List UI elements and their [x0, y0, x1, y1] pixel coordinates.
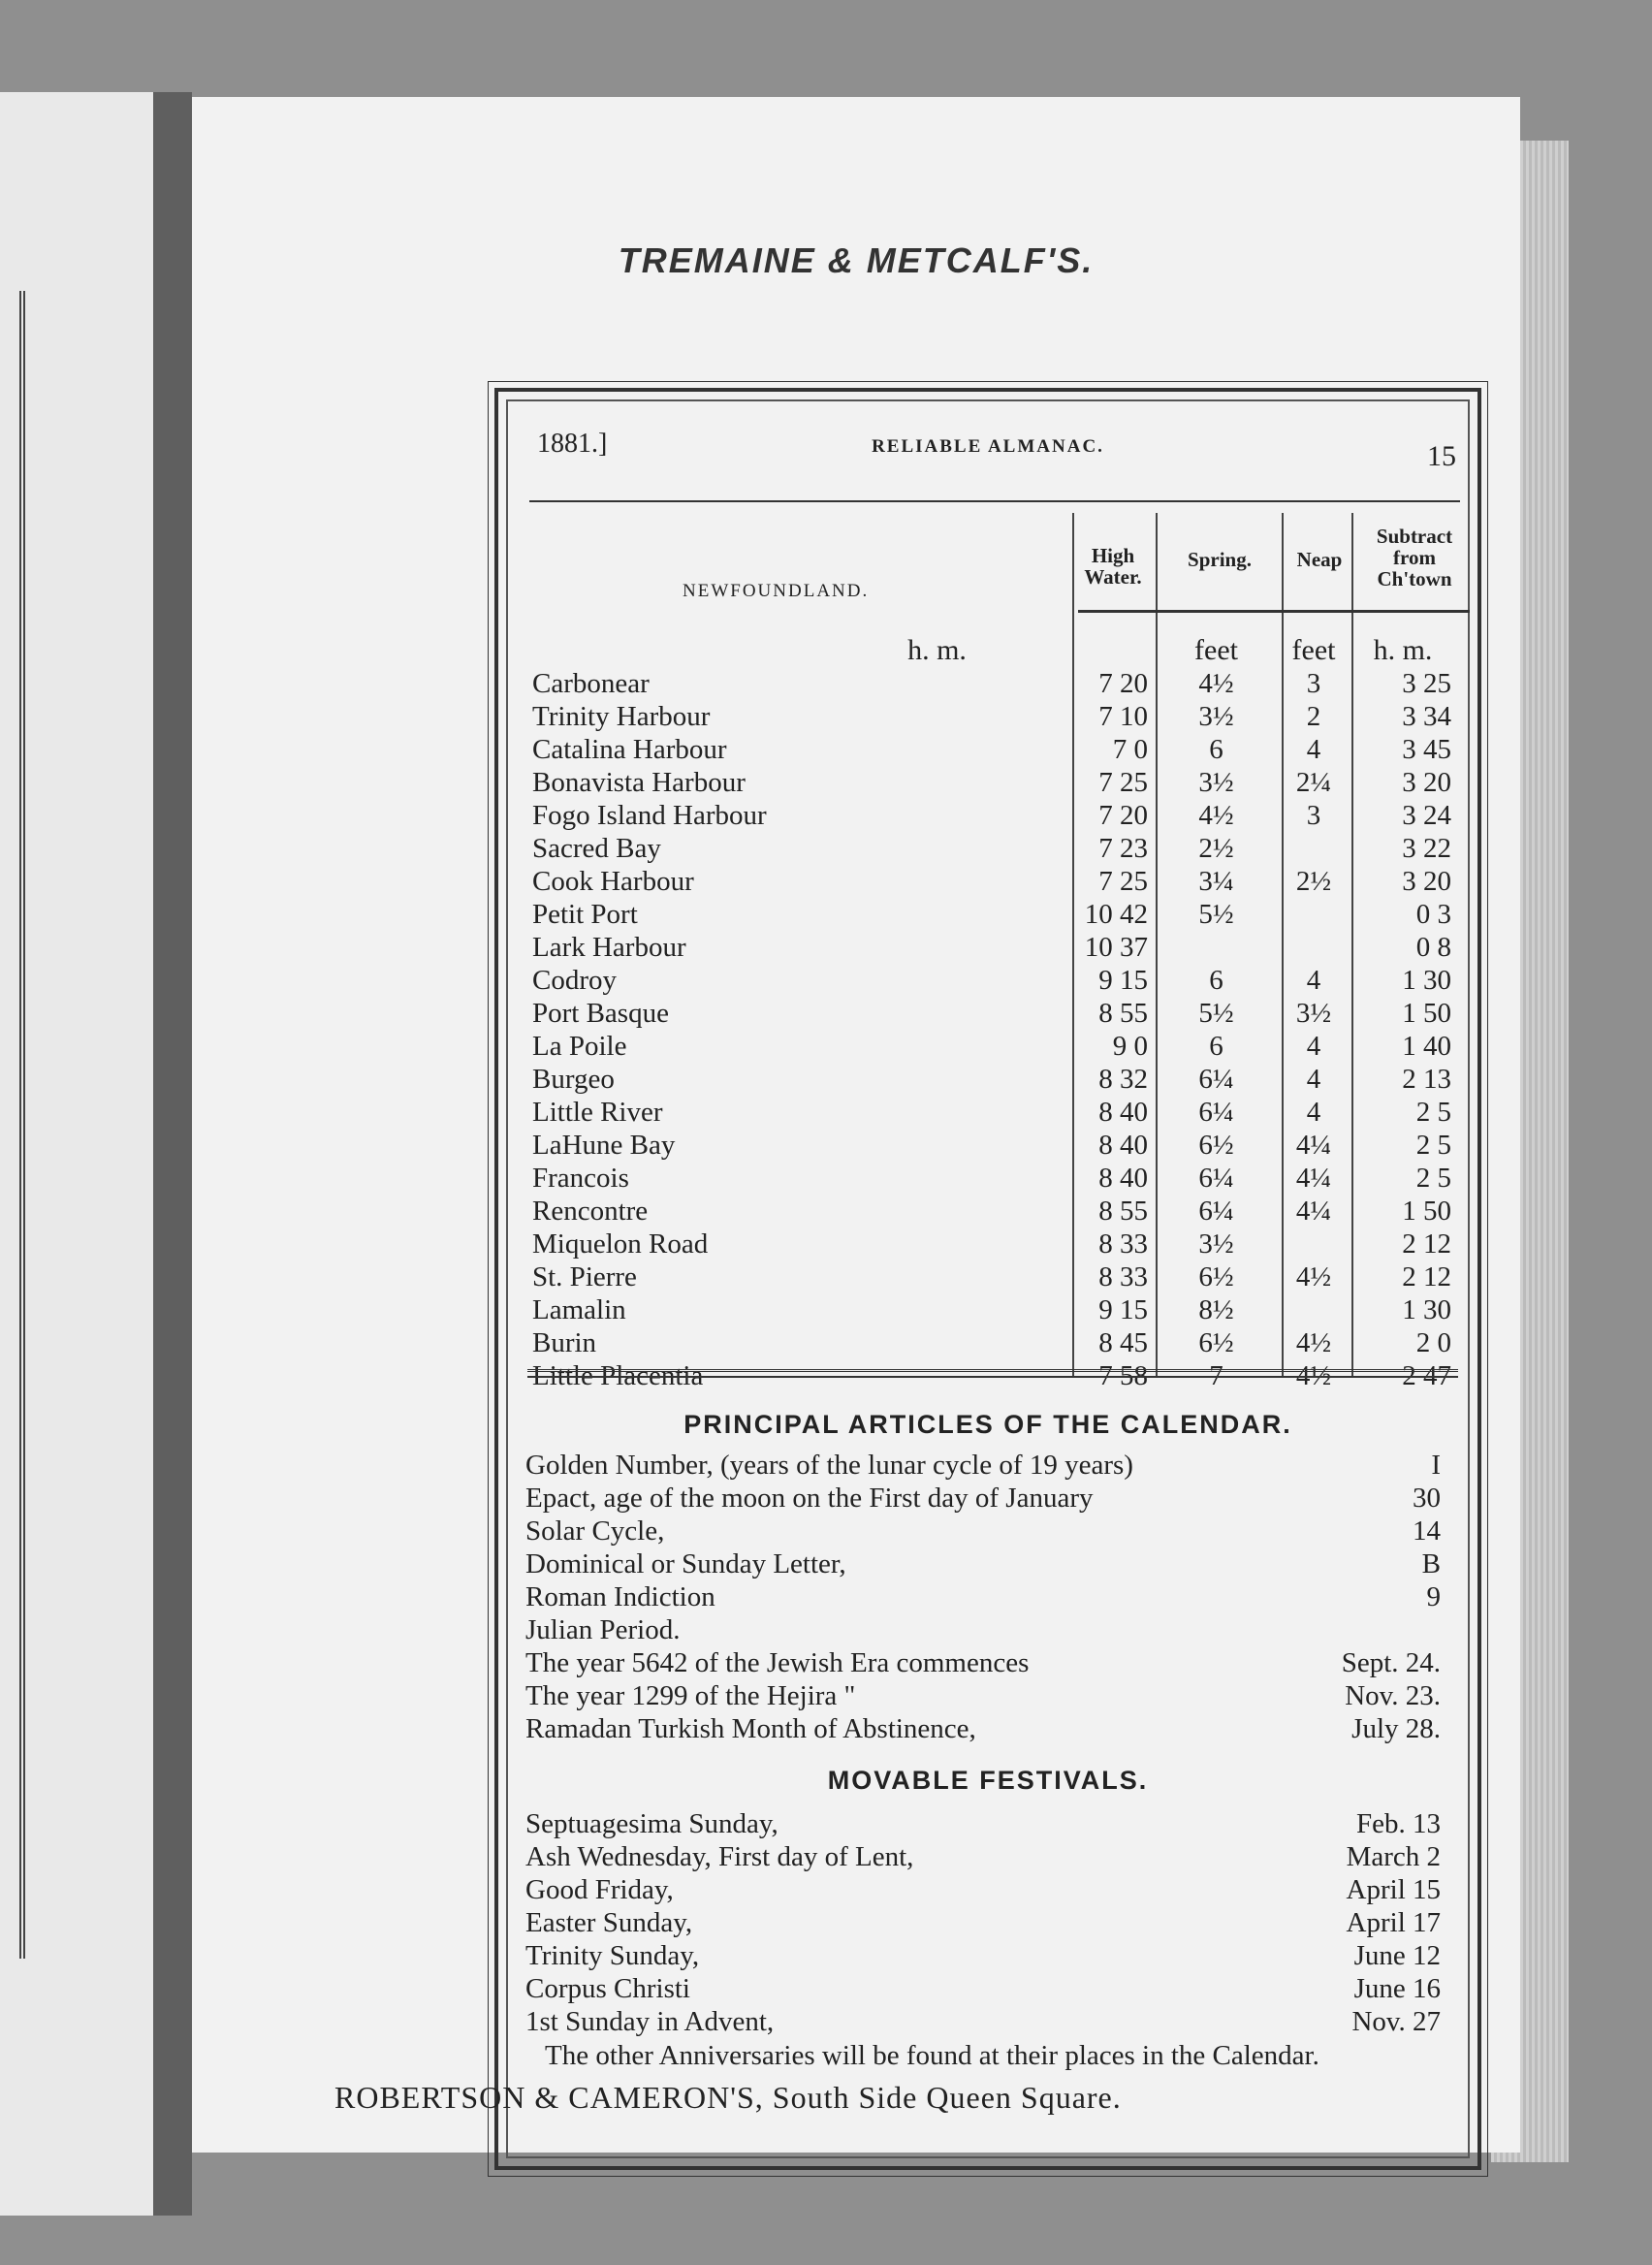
high-water: 7 20: [1098, 668, 1148, 699]
port-name: Burin: [532, 1327, 597, 1358]
item-label: Julian Period.: [525, 1614, 681, 1645]
list-item: [525, 1613, 1441, 1646]
high-water: 7 20: [1098, 800, 1148, 831]
spring-tide: 3¼: [1198, 866, 1234, 897]
item-value: March 2: [1346, 1841, 1441, 1872]
port-name: Bonavista Harbour: [532, 767, 746, 798]
col-high-water: High Water.: [1084, 544, 1142, 589]
neap-tide: 3: [1306, 800, 1321, 831]
port-name: Burgeo: [532, 1064, 615, 1095]
region-label: NEWFOUNDLAND.: [683, 581, 870, 601]
item-label: Ash Wednesday, First day of Lent,: [525, 1841, 914, 1872]
list-item: [525, 1840, 1441, 1873]
principal-list: [525, 1449, 1441, 1745]
page-number: 15: [1427, 440, 1456, 472]
content-frame: [494, 388, 1481, 2170]
item-value: Nov. 23.: [1345, 1680, 1441, 1711]
table-row: [532, 1096, 1482, 1129]
high-water: 8 40: [1098, 1130, 1148, 1161]
neap-tide: 4: [1306, 1064, 1321, 1095]
column-head-rule: [1078, 610, 1470, 613]
item-label: Roman Indiction: [525, 1581, 715, 1612]
header-title: RELIABLE ALMANAC.: [872, 436, 1104, 457]
neap-tide: 2½: [1295, 866, 1332, 897]
col-neap: Neap: [1296, 548, 1343, 571]
spring-tide: 7: [1209, 1360, 1223, 1391]
subtract-time: 1 50: [1402, 1196, 1451, 1227]
festivals-title: MOVABLE FESTIVALS.: [827, 1766, 1149, 1795]
table-row: [532, 667, 1482, 700]
subtract-time: 2 47: [1402, 1360, 1451, 1391]
table-row: [532, 1063, 1482, 1096]
port-name: Codroy: [532, 965, 617, 996]
subtract-time: 0 8: [1415, 932, 1451, 963]
high-water: 9 15: [1098, 965, 1148, 996]
item-label: The year 1299 of the Hejira ": [525, 1680, 856, 1711]
running-title: TREMAINE & METCALF'S.: [618, 240, 1095, 280]
item-label: Dominical or Sunday Letter,: [525, 1548, 846, 1579]
spring-tide: 2½: [1198, 833, 1234, 864]
spring-tide: 6¼: [1198, 1097, 1234, 1128]
item-value: April 15: [1346, 1874, 1441, 1905]
table-row: [532, 898, 1482, 931]
table-row: [532, 1129, 1482, 1162]
neap-tide: 3: [1306, 668, 1321, 699]
spring-tide: 6½: [1198, 1130, 1234, 1161]
port-name: Sacred Bay: [532, 833, 661, 864]
table-row: [532, 1326, 1482, 1359]
item-value: Sept. 24.: [1341, 1647, 1441, 1678]
spring-tide: 4½: [1198, 668, 1234, 699]
high-water: 7 23: [1098, 833, 1148, 864]
list-item: [525, 1679, 1441, 1712]
spring-tide: 6: [1209, 734, 1223, 765]
high-water: 7 58: [1098, 1360, 1148, 1391]
list-item: [525, 1972, 1441, 2005]
port-name: Miquelon Road: [532, 1228, 709, 1260]
list-item: [525, 1873, 1441, 1906]
subtract-time: 2 12: [1402, 1261, 1451, 1292]
subtract-time: 2 13: [1402, 1064, 1451, 1095]
spring-tide: 6¼: [1198, 1064, 1234, 1095]
list-item: [525, 2005, 1441, 2038]
high-water: 8 40: [1098, 1163, 1148, 1194]
subtract-time: 1 40: [1402, 1031, 1451, 1062]
port-name: LaHune Bay: [532, 1130, 676, 1161]
table-bottom-rule: [527, 1369, 1458, 1378]
spring-tide: 4½: [1198, 800, 1234, 831]
port-name: Petit Port: [532, 899, 638, 930]
item-value: I: [1431, 1450, 1441, 1481]
spring-tide: 6¼: [1198, 1196, 1234, 1227]
table-row: [532, 832, 1482, 865]
units-row: [532, 634, 1482, 667]
spring-tide: 3½: [1198, 1228, 1234, 1260]
table-row: [532, 766, 1482, 799]
item-value: June 12: [1353, 1940, 1441, 1971]
subtract-time: 2 5: [1415, 1130, 1451, 1161]
unit-sub: h. m.: [1373, 634, 1433, 666]
port-name: Lark Harbour: [532, 932, 686, 963]
table-row: [532, 1195, 1482, 1228]
closing-note: [518, 2040, 1441, 2072]
festival-list: [525, 1807, 1441, 2038]
subtract-time: 3 22: [1402, 833, 1451, 864]
neap-tide: 4¼: [1295, 1130, 1332, 1161]
item-value: 14: [1413, 1515, 1441, 1547]
subtract-time: 2 0: [1415, 1327, 1451, 1358]
subtract-time: 1 30: [1402, 1294, 1451, 1325]
port-name: Francois: [532, 1163, 629, 1194]
high-water: 8 55: [1098, 1196, 1148, 1227]
item-value: Nov. 27: [1351, 2006, 1441, 2037]
list-item: [525, 1449, 1441, 1482]
high-water: 8 33: [1098, 1228, 1148, 1260]
unit-spring: feet: [1194, 634, 1238, 666]
spring-tide: 6½: [1198, 1327, 1234, 1358]
footer-advertisement: ROBERTSON & CAMERON'S, South Side Queen Square.: [334, 2080, 1122, 2115]
high-water: 10 37: [1084, 932, 1148, 963]
spring-tide: 6¼: [1198, 1163, 1234, 1194]
item-label: Golden Number, (years of the lunar cycle of 19 years): [525, 1450, 1133, 1481]
neap-tide: 4½: [1295, 1360, 1332, 1391]
port-name: La Poile: [532, 1031, 627, 1062]
high-water: 9 0: [1112, 1031, 1148, 1062]
high-water: 7 25: [1098, 767, 1148, 798]
neap-tide: 3½: [1295, 998, 1332, 1029]
spring-tide: 5½: [1198, 998, 1234, 1029]
item-value: 9: [1426, 1581, 1441, 1612]
port-name: Little River: [532, 1097, 663, 1128]
table-row: [532, 700, 1482, 733]
high-water: 7 10: [1098, 701, 1148, 732]
port-name: Trinity Harbour: [532, 701, 711, 732]
table-row: [532, 997, 1482, 1030]
item-value: June 16: [1353, 1973, 1441, 2004]
neap-tide: 4¼: [1295, 1163, 1332, 1194]
item-label: Corpus Christi: [525, 1973, 690, 2004]
table-row: [532, 733, 1482, 766]
subtract-time: 2 5: [1415, 1163, 1451, 1194]
item-value: Feb. 13: [1356, 1808, 1441, 1839]
port-name: Catalina Harbour: [532, 734, 727, 765]
item-label: Septuagesima Sunday,: [525, 1808, 778, 1839]
list-item: [525, 1580, 1441, 1613]
subtract-time: 3 20: [1402, 767, 1451, 798]
subtract-time: 3 45: [1402, 734, 1451, 765]
port-name: Lamalin: [532, 1294, 626, 1325]
unit-high: h. m.: [907, 634, 967, 666]
high-water: 10 42: [1084, 899, 1148, 930]
table-row: [532, 1228, 1482, 1260]
spring-tide: 6: [1209, 965, 1223, 996]
subtract-time: 2 5: [1415, 1097, 1451, 1128]
neap-tide: 4¼: [1295, 1196, 1332, 1227]
high-water: 8 33: [1098, 1261, 1148, 1292]
neap-tide: 2: [1306, 701, 1321, 732]
almanac-page: [192, 97, 1520, 2153]
neap-tide: 4: [1306, 734, 1321, 765]
subtract-time: 0 3: [1415, 899, 1451, 930]
spring-tide: 3½: [1198, 701, 1234, 732]
high-water: 8 45: [1098, 1327, 1148, 1358]
neap-tide: 4: [1306, 965, 1321, 996]
item-label: Solar Cycle,: [525, 1515, 665, 1547]
tide-table: [532, 634, 1482, 1392]
left-page-border: [0, 291, 25, 1959]
subtract-time: 3 34: [1402, 701, 1451, 732]
item-value: B: [1421, 1548, 1441, 1579]
col-subtract: Subtract from Ch'town: [1376, 525, 1453, 590]
principal-title: PRINCIPAL ARTICLES OF THE CALENDAR.: [683, 1410, 1292, 1439]
header-rule: [529, 500, 1460, 502]
item-label: The year 5642 of the Jewish Era commences: [525, 1647, 1030, 1678]
item-label: Trinity Sunday,: [525, 1940, 700, 1971]
spring-tide: 6: [1209, 1031, 1223, 1062]
high-water: 8 32: [1098, 1064, 1148, 1095]
neap-tide: 4½: [1295, 1261, 1332, 1292]
list-item: [525, 1547, 1441, 1580]
subtract-time: 1 30: [1402, 965, 1451, 996]
table-row: [532, 1162, 1482, 1195]
list-item: [525, 1515, 1441, 1547]
list-item: [525, 1939, 1441, 1972]
list-item: [525, 1906, 1441, 1939]
table-row: [532, 1030, 1482, 1063]
subtract-time: 3 24: [1402, 800, 1451, 831]
table-row: [532, 1293, 1482, 1326]
item-value: July 28.: [1351, 1713, 1441, 1744]
port-name: St. Pierre: [532, 1261, 637, 1292]
high-water: 7 0: [1112, 734, 1148, 765]
neap-tide: 4: [1306, 1097, 1321, 1128]
list-item: [525, 1807, 1441, 1840]
list-item: [525, 1646, 1441, 1679]
book-gutter: [153, 92, 192, 2216]
header-year: 1881.]: [537, 429, 608, 459]
spring-tide: 8½: [1198, 1294, 1234, 1325]
table-row: [532, 931, 1482, 964]
subtract-time: 3 20: [1402, 866, 1451, 897]
item-value: April 17: [1346, 1907, 1441, 1938]
item-label: Epact, age of the moon on the First day of January: [525, 1483, 1094, 1514]
table-row: [532, 1260, 1482, 1293]
item-label: Good Friday,: [525, 1874, 674, 1905]
subtract-time: 2 12: [1402, 1228, 1451, 1260]
unit-neap: feet: [1291, 634, 1336, 666]
list-item: [525, 1712, 1441, 1745]
table-row: [532, 865, 1482, 898]
port-name: Rencontre: [532, 1196, 649, 1227]
port-name: Fogo Island Harbour: [532, 800, 767, 831]
subtract-time: 3 25: [1402, 668, 1451, 699]
port-name: Port Basque: [532, 998, 669, 1029]
high-water: 8 55: [1098, 998, 1148, 1029]
high-water: 8 40: [1098, 1097, 1148, 1128]
neap-tide: 4: [1306, 1031, 1321, 1062]
neap-tide: 4½: [1295, 1327, 1332, 1358]
spring-tide: 6½: [1198, 1261, 1234, 1292]
high-water: 9 15: [1098, 1294, 1148, 1325]
col-spring: Spring.: [1188, 548, 1252, 571]
high-water: 7 25: [1098, 866, 1148, 897]
left-page: [0, 92, 155, 2216]
neap-tide: 2¼: [1295, 767, 1332, 798]
port-name: Cook Harbour: [532, 866, 694, 897]
closing-text: The other Anniversaries will be found at their places in the Calendar.: [545, 2040, 1319, 2071]
port-name: Little Placentia: [532, 1360, 704, 1391]
subtract-time: 1 50: [1402, 998, 1451, 1029]
table-row: [532, 964, 1482, 997]
item-label: Easter Sunday,: [525, 1907, 693, 1938]
spring-tide: 5½: [1198, 899, 1234, 930]
port-name: Carbonear: [532, 668, 650, 699]
item-value: 30: [1413, 1483, 1441, 1514]
list-item: [525, 1482, 1441, 1515]
spring-tide: 3½: [1198, 767, 1234, 798]
item-label: 1st Sunday in Advent,: [525, 2006, 775, 2037]
item-label: Ramadan Turkish Month of Abstinence,: [525, 1713, 976, 1744]
table-row: [532, 799, 1482, 832]
